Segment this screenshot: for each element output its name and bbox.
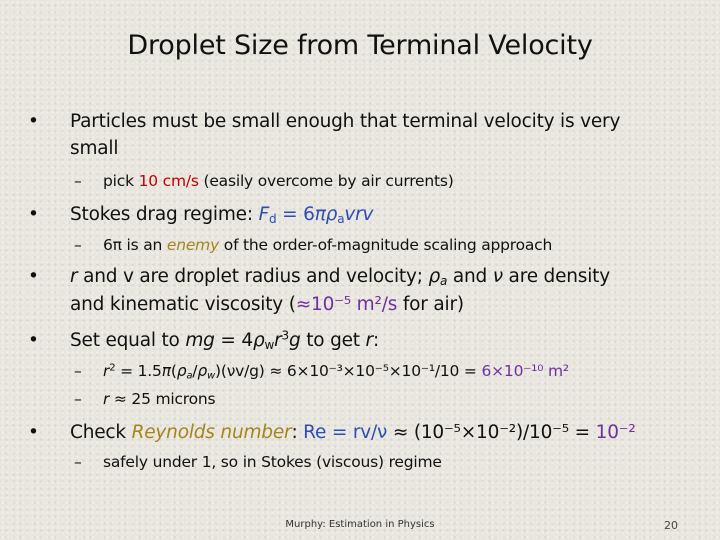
dash-marker: – [74,453,82,471]
eq-superscript: 2 [109,362,116,374]
reynolds-result: 10⁻² [595,422,636,443]
eq-subscript: d [269,212,277,226]
eq-subscript: a [439,274,448,288]
bullet-text: Stokes drag regime: [70,204,259,225]
bullet-text: Check [70,422,132,443]
r-squared-result: 6×10⁻¹⁰ m² [481,362,569,380]
eq-text: )(νv/g) ≈ 6×10⁻³×10⁻⁵×10⁻¹/10 = [215,362,482,380]
eq-symbol: ρ [176,362,187,380]
sub-text: pick [103,172,139,190]
eq-symbol: r [70,266,78,287]
sub-text: ≈ 25 microns [109,390,216,408]
eq-symbol: ρ [252,330,265,351]
dash-marker: – [74,390,82,408]
reynolds-term: Reynolds number [131,422,292,443]
eq-text: = 6 [276,204,315,225]
eq-text: = 1.5 [115,362,162,380]
bullet-text: are density [502,266,610,287]
slide-footer: Murphy: Estimation in Physics [285,519,435,530]
eq-symbol: ν [492,266,503,287]
bullet-text: to get [300,330,366,351]
bullet-marker: • [28,422,39,443]
sub-text: safely under 1, so in Stokes (viscous) regime [103,453,442,471]
bullet-text: ≈ (10⁻⁵×10⁻²)/10⁻⁵ = [387,422,596,443]
bullet-marker: • [28,330,39,351]
dash-marker: – [74,236,82,254]
enemy-word: enemy [166,236,220,254]
bullet-text: : [372,330,379,351]
eq-symbol: r [365,330,373,351]
eq-symbol: vrv [344,204,374,225]
eq-text: ( [170,362,177,380]
bullet-text: and v are droplet radius and velocity; [77,266,429,287]
reynolds-formula: Re = rv/ν [303,422,388,443]
bullet-text: : [291,422,304,443]
sub-text: (easily overcome by air currents) [198,172,454,190]
velocity-value: 10 cm/s [138,172,199,190]
eq-text: = 4 [214,330,253,351]
bullet-text: for air) [397,294,464,315]
bullet-text: small [70,138,119,159]
dash-marker: – [74,172,82,190]
eq-symbol: π [161,362,171,380]
eq-symbol: r [274,330,282,351]
eq-symbol: g [288,330,301,351]
bullet-marker: • [28,111,39,132]
eq-subscript: w [206,370,215,382]
eq-superscript: 3 [281,328,289,343]
eq-symbol: ρ [325,204,338,225]
bullet-text: and [447,266,493,287]
eq-subscript: w [264,338,275,352]
bullet-marker: • [28,204,39,225]
page-number: 20 [664,519,678,532]
eq-symbol: r [103,362,110,380]
bullet-text: Set equal to [70,330,186,351]
sub-text: 6π is an [103,236,167,254]
eq-symbol: F [258,204,270,225]
bullet-text: Particles must be small enough that terminal velocity is very [70,111,621,132]
eq-symbol: r [103,390,110,408]
eq-symbol: ρ [197,362,207,380]
eq-symbol: ρ [428,266,440,287]
sub-text: of the order-of-magnitude scaling approach [219,236,553,254]
eq-subscript: a [186,370,193,382]
eq-text: / [192,362,198,380]
slide-title: Droplet Size from Terminal Velocity [127,30,593,61]
dash-marker: – [74,362,82,380]
eq-symbol: mg [185,330,215,351]
eq-subscript: a [337,212,345,226]
bullet-text: and kinematic viscosity ( [70,294,296,315]
viscosity-value: ≈10⁻⁵ m²/s [295,294,398,315]
eq-symbol: π [314,204,326,225]
bullet-marker: • [28,266,39,287]
